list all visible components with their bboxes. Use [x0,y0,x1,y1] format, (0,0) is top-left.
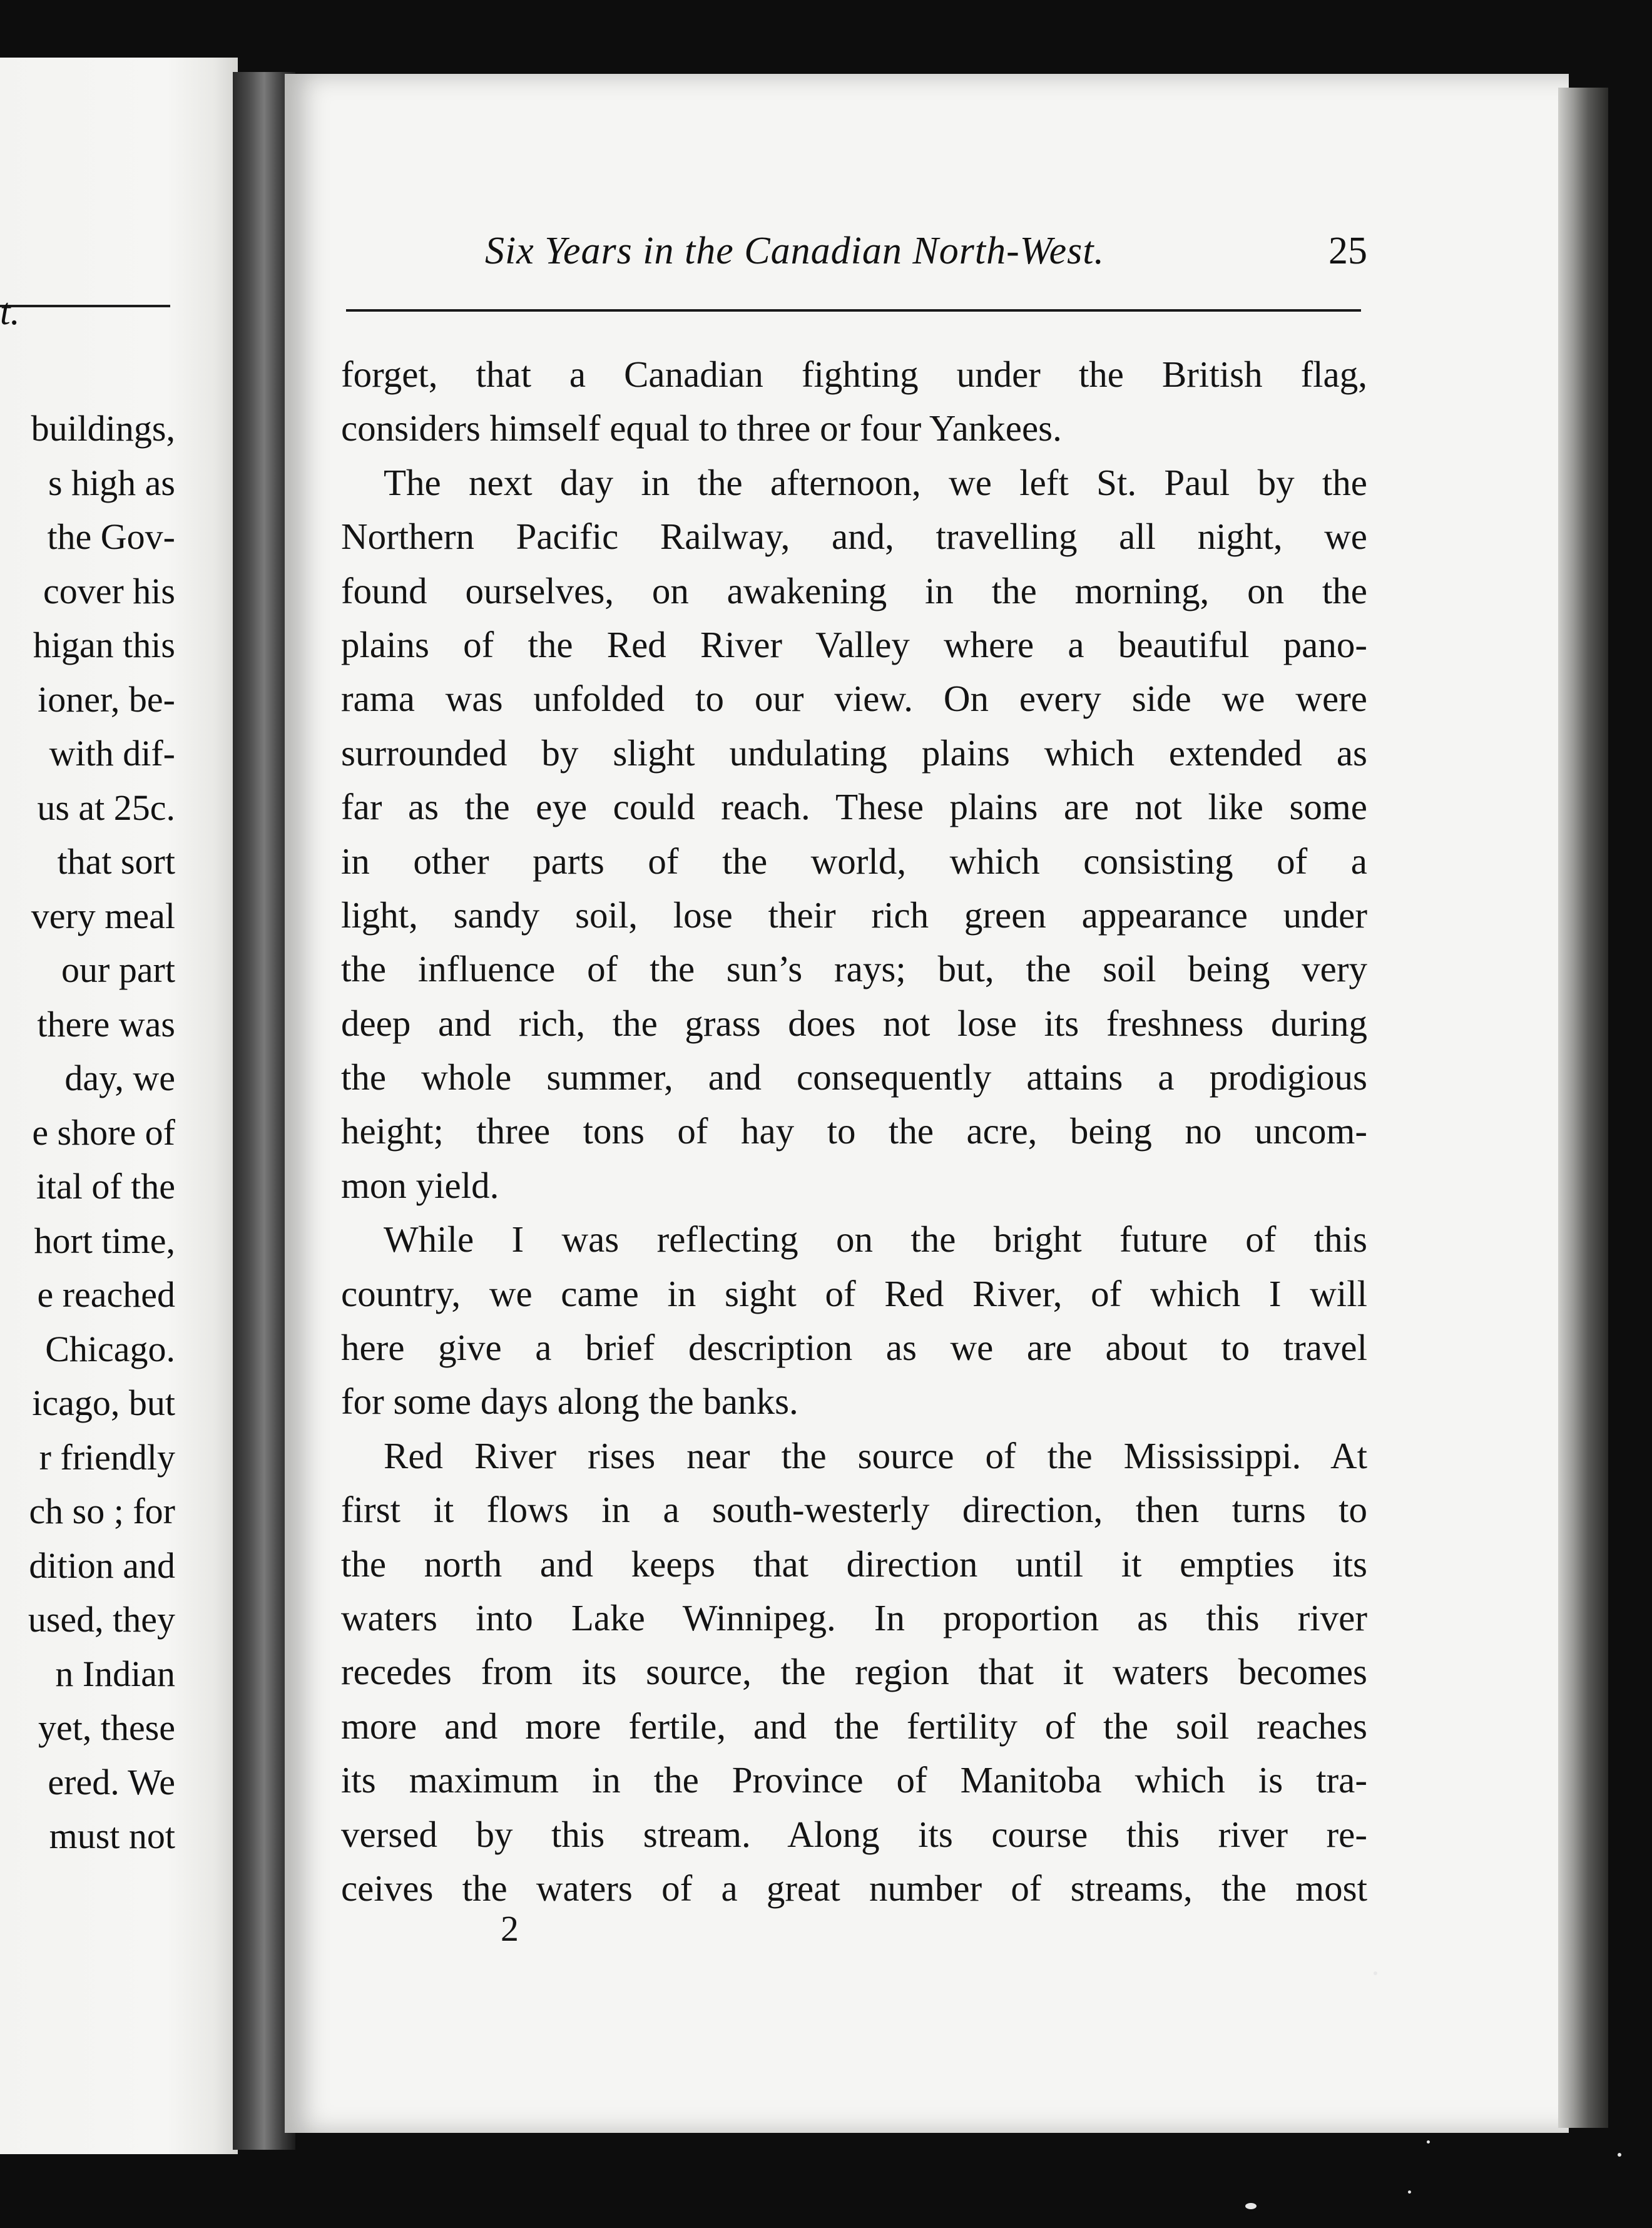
text-line: the whole summer, and consequently attains a prodigious [341,1056,1367,1098]
text-line: first it flows in a south-westerly direction, then turns to [341,1489,1367,1531]
text-line: its maximum in the Province of Manitoba which is tra- [341,1759,1367,1801]
text-line: versed by this stream. Along its course this river re- [341,1813,1367,1855]
text-line: recedes from its source, the region that it waters becomes [341,1651,1367,1693]
previous-page-line: ch so ; for [29,1491,175,1531]
previous-page-line: buildings, [31,408,175,449]
previous-page-line: icago, but [32,1382,175,1423]
text-line: the influence of the sun’s rays; but, the soil being very [341,948,1367,990]
scan-speck [1618,2153,1621,2157]
text-line: far as the eye could reach. These plains are not like some [341,786,1367,828]
running-head [341,229,1367,285]
text-line: Red River rises near the source of the Mississippi. At [384,1434,1367,1476]
scan-speck [1374,1971,1377,1975]
previous-page-line: yet, these [38,1707,175,1748]
text-line: considers himself equal to three or four Yankees. [341,407,1062,449]
previous-page-line: r friendly [39,1436,175,1478]
previous-page-line: cover his [43,570,175,611]
text-line: Northern Pacific Railway, and, travelling all night, we [341,516,1367,558]
text-line: surrounded by slight undulating plains which extended as [341,732,1367,774]
text-line: waters into Lake Winnipeg. In proportion as this river [341,1597,1367,1638]
previous-page-line: dition and [29,1545,175,1586]
text-line: height; three tons of hay to the acre, being no uncom- [341,1110,1367,1152]
previous-page-line: higan this [33,625,175,665]
text-line: found ourselves, on awakening in the morning, on the [341,570,1367,611]
previous-page-line: ital of the [36,1166,175,1207]
previous-page-fragment [0,58,238,2154]
running-title: Six Years in the Canadian North-West. [485,230,1105,272]
previous-page-line: that sort [57,841,175,882]
text-line: in other parts of the world, which consisting of a [341,840,1367,882]
previous-page-line: n Indian [55,1653,175,1694]
previous-page-line: must not [49,1816,175,1856]
text-line: The next day in the afternoon, we left St. Paul by the [384,461,1367,503]
text-line: While I was reflecting on the bright future of this [384,1219,1367,1260]
previous-page-line: s high as [48,462,175,503]
scan-speck [1408,2190,1411,2194]
previous-page-line: our part [61,949,175,990]
previous-page-line: e shore of [32,1111,175,1153]
previous-page-line: hort time, [34,1220,175,1261]
previous-page-line: day, we [64,1058,175,1098]
previous-page-text [0,402,175,1864]
previous-page-line: the Gov- [47,516,175,557]
page-number: 25 [1328,230,1367,272]
previous-page-line: Chicago. [45,1328,175,1369]
text-line: rama was unfolded to our view. On every side we were [341,678,1367,720]
scan-speck [1245,2203,1257,2209]
previous-page-line: us at 25c. [37,787,175,828]
previous-page-header-rule [0,305,170,307]
previous-page-header: t. [0,291,20,332]
text-line: ceives the waters of a great number of streams, the most [341,1867,1367,1909]
previous-page-line: ered. We [48,1761,175,1802]
text-line: plains of the Red River Valley where a beautiful pano- [341,623,1367,665]
signature-mark: 2 [501,1908,519,1949]
text-line: country, we came in sight of Red River, of which I will [341,1272,1367,1314]
text-line: more and more fertile, and the fertility of the soil reaches [341,1705,1367,1747]
text-line: light, sandy soil, lose their rich green appearance under [341,894,1367,936]
body-text [341,347,1367,1915]
previous-page-line: used, they [28,1599,175,1640]
text-line: mon yield. [341,1164,499,1206]
previous-page-line: e reached [37,1274,175,1315]
text-line: the north and keeps that direction until it empties its [341,1543,1367,1585]
previous-page-line: ioner, be- [38,678,175,720]
text-line: here give a brief description as we are about to travel [341,1327,1367,1369]
previous-page-line: very meal [31,895,175,936]
page-edge [1558,88,1608,2128]
text-line: forget, that a Canadian fighting under the British flag, [341,354,1367,395]
header-rule [346,309,1361,312]
text-line: deep and rich, the grass does not lose its freshness during [341,1002,1367,1044]
scan-speck [1427,2140,1430,2144]
text-line: for some days along the banks. [341,1381,798,1423]
previous-page-line: there was [37,1003,175,1045]
previous-page-line: with dif- [49,733,175,774]
